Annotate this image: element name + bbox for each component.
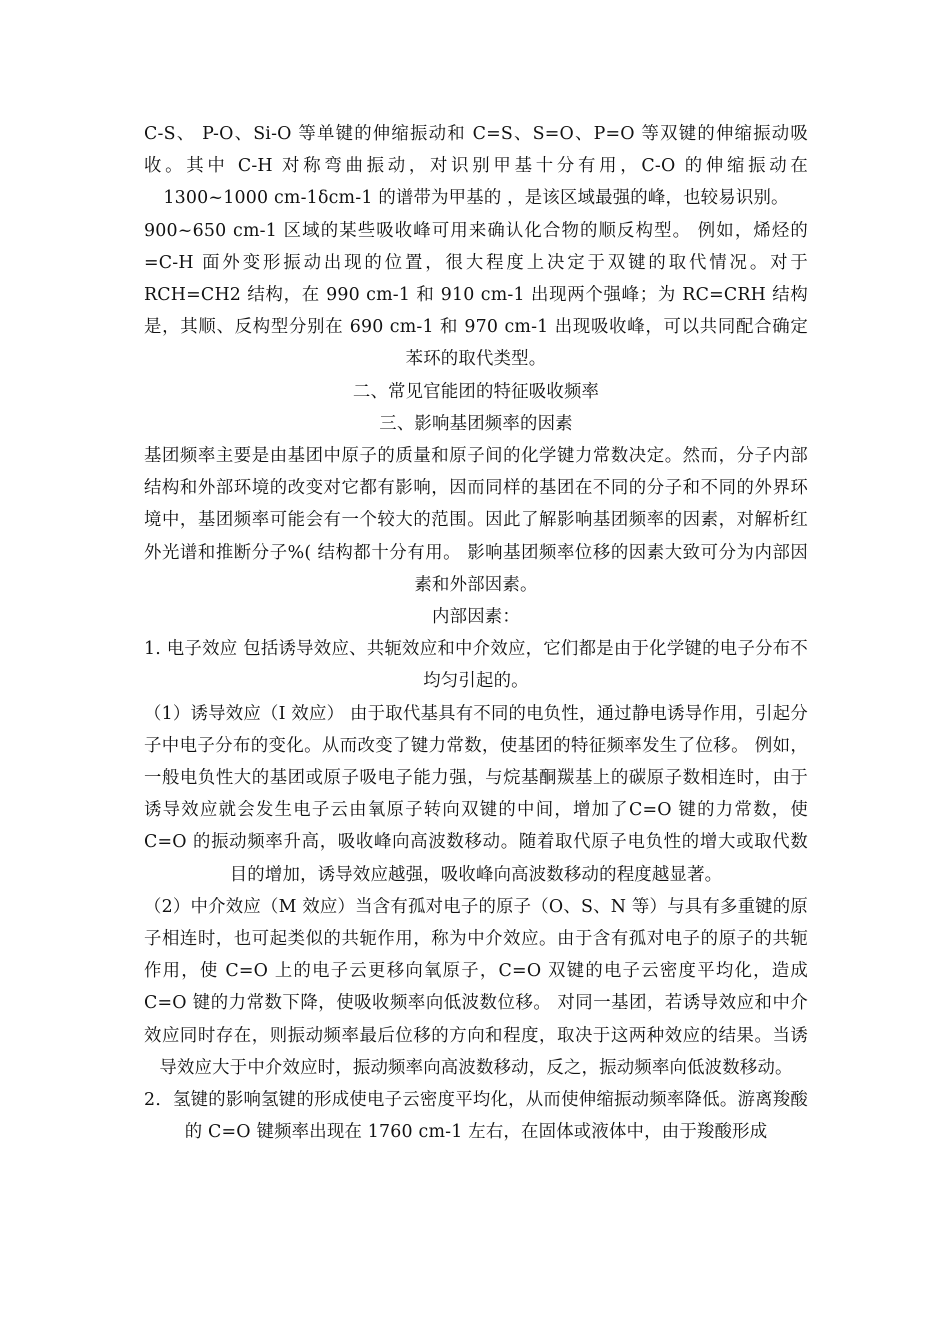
paragraph-hydrogen-bond: 2．氢键的影响氢键的形成使电子云密度平均化，从而使伸缩振动频率降低。游离羧酸的 C=O 键频率出现在 1760 cm-1 左右，在固体或液体中，由于羧酸形成 [144,1090,808,1143]
section-heading-functional-groups: 二、常见官能团的特征吸收频率 [352,381,600,402]
paragraph-inductive-effect: （1）诱导效应（I 效应） 由于取代基具有不同的电负性，通过静电诱导作用，引起分子中电子分布的变化。从而改变了键力常数，使基团的特征频率发生了位移。 例如，一般电负性大的基团或原子吸电子能力强，与烷基酮羰基上的碳原子数相连时，由于诱导效应就会发生电子云由氧原子转向双键的中间，增加了C=O 键的力常数，使 C=O 的振动频率升高，吸收峰向高波数移动。随着取代原子电负性的增大或取代数目的增加，诱导效应越强，吸收峰向高波数移动的程度越显著。 [144,703,808,885]
paragraph-cis-trans-region: 900~650 cm-1 区域的某些吸收峰可用来确认化合物的顺反构型。 例如，烯烃的=C-H 面外变形振动出现的位置，很大程度上决定于双键的取代情况。对于RCH=CH2 结构，在 990 cm-1 和 910 cm-1 出现两个强峰；为 RC=CRH 结构是，其顺、反构型分别在 690 cm-1 和 970 cm-1 出现吸收峰，可以共同配合确定苯环的取代类型。 [144,220,808,370]
paragraph-electronic-effect: 1. 电子效应 包括诱导效应、共轭效应和中介效应，它们都是由于化学键的电子分布不均匀引起的。 [144,639,808,692]
paragraph-mesomeric-effect: （2）中介效应（M 效应）当含有孤对电子的原子（O、S、N 等）与具有多重键的原子相连时，也可起类似的共轭作用，称为中介效应。由于含有孤对电子的原子的共轭作用，使 C=O 上的电子云更移向氧原子，C=O 双键的电子云密度平均化，造成 C=O 键的力常数下降，使吸收频率向低波数位移。 对同一基团，若诱导效应和中介效应同时存在，则振动频率最后位移的方向和程度，取决于这两种效应的结果。当诱导效应大于中介效应时，振动频率向高波数移动，反之，振动频率向低波数移动。 [144,896,808,1078]
section-heading-influencing-factors: 三、影响基团频率的因素 [379,413,573,434]
paragraph-group-frequency-intro: 基团频率主要是由基团中原子的质量和原子间的化学键力常数决定。然而，分子内部结构和外部环境的改变对它都有影响，因而同样的基团在不同的分子和不同的外界环境中，基团频率可能会有一个较大的范围。因此了解影响基团频率的因素，对解析红外光谱和推断分子%( 结构都十分有用。 影响基团频率位移的因素大致可分为内部因素和外部因素。 [144,446,808,595]
document-body [144,118,808,1149]
subheading-internal-factors: 内部因素： [432,607,520,628]
paragraph-fingerprint-region: C-S、 P-O、Si-O 等单键的伸缩振动和 C=S、S=O、P=O 等双键的伸缩振动吸收。其中 C-H 对称弯曲振动，对识别甲基十分有用，C-O 的伸缩振动在 1300~1000 cm-1δcm-1 的谱带为甲基的 ，是该区域最强的峰，也较易识别。 [144,124,808,209]
